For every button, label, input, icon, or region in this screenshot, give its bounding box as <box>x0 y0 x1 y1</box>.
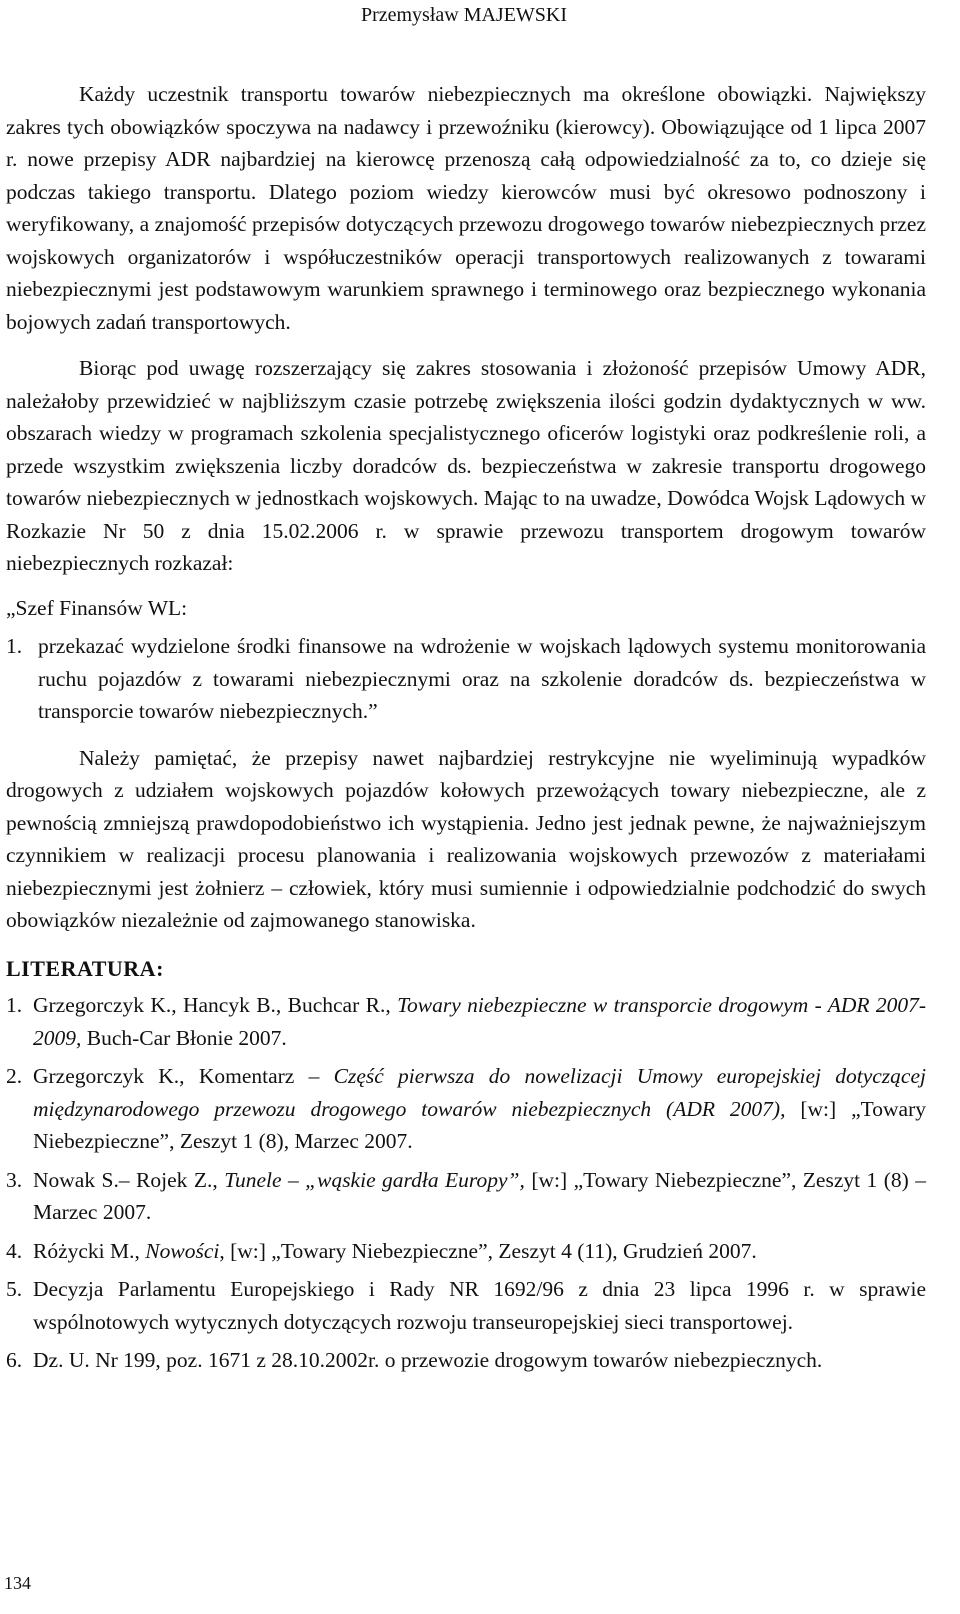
literature-item <box>6 1344 926 1377</box>
order-list <box>6 630 926 728</box>
literature-item-number: 1. <box>6 993 23 1017</box>
literature-item-title: Tunele – „wąskie gardła Europy”, <box>224 1167 525 1192</box>
literature-item-text: [w:] „Towary Niebezpieczne”, Zeszyt 1 (8) – Marzec 2007. <box>33 1167 926 1224</box>
literature-item-text: Dz. U. Nr 199, poz. 1671 z 28.10.2002r. o przewozie drogowym towarów niebezpiecznych. <box>33 1348 823 1372</box>
literature-list <box>6 989 926 1377</box>
order-item-number: 1. <box>6 634 23 658</box>
paragraph-3: Należy pamiętać, że przepisy nawet najbardziej restrykcyjne nie wyeliminują wypadków drogowych z udziałem wojskowych pojazdów kołowych przewożących towary niebezpieczne, ale z pewnością zmniejszą prawdopodobieństwo ich wystąpienia. Jedno jest jednak pewne, że najważniejszym czynnikiem w realizacji procesu planowania i realizowania wojskowych przewozów z materiałami niebezpiecznymi jest żołnierz – człowiek, który musi sumiennie i odpowiedzialnie podchodzić do swych obowiązków niezależnie od zajmowanego stanowiska. <box>6 745 926 932</box>
main-content <box>6 78 926 1383</box>
literature-heading: LITERATURA: <box>6 955 164 981</box>
literature-item-number: 6. <box>6 1348 23 1372</box>
literature-item-number: 2. <box>6 1064 23 1088</box>
literature-item-text: [w:] „Towary Niebezpieczne”, Zeszyt 1 (8), Marzec 2007. <box>33 1096 926 1153</box>
literature-item-text: Decyzja Parlamentu Europejskiego i Rady NR 1692/96 z dnia 23 lipca 1996 r. w sprawie wspólnotowych wytycznych dotyczących rozwoju transeuropejskiej sieci transportowej. <box>33 1277 926 1334</box>
literature-item <box>6 1164 926 1229</box>
order-item-text: przekazać wydzielone środki finansowe na wdrożenie w wojskach lądowych systemu monitorowania ruchu pojazdów z towarami niebezpiecznymi oraz na szkolenie doradców ds. bezpieczeństwa w transporcie towarów niebezpiecznych.” <box>38 634 926 723</box>
paragraph-2: Biorąc pod uwagę rozszerzający się zakres stosowania i złożoność przepisów Umowy ADR, należałoby przewidzieć w najbliższym czasie potrzebę zwiększenia ilości godzin dydaktycznych w ww. obszarach wiedzy w programach szkolenia specjalistycznego oficerów logistyki oraz podkreślenie roli, a przede wszystkim zwiększenia liczby doradców ds. bezpieczeństwa w zakresie transportu drogowego towarów niebezpiecznych w jednostkach wojskowych. Mając to na uwadze, Dowódca Wojsk Lądowych w Rozkazie Nr 50 z dnia 15.02.2006 r. w sprawie przewozu transportem drogowym towarów niebezpiecznych rozkazał: <box>6 356 926 575</box>
order-quote-intro: „Szef Finansów WL: <box>6 595 188 620</box>
literature-item-number: 4. <box>6 1238 23 1263</box>
running-header-author: Przemysław MAJEWSKI <box>360 4 568 26</box>
literature-item-text: Buch-Car Błonie 2007. <box>81 1025 287 1050</box>
page-number: 134 <box>4 1573 31 1593</box>
order-item <box>6 630 926 728</box>
literature-item-title: Część pierwsza do nowelizacji Umowy europejskiej dotyczącej międzynarodowego przewozu drogowego towarów niebezpiecznych (ADR 2007), <box>33 1064 926 1121</box>
literature-item-title: Nowości <box>145 1238 220 1263</box>
literature-item-number: 3. <box>6 1167 23 1192</box>
literature-item-title: Towary niebezpieczne w transporcie drogowym - ADR 2007-2009, <box>33 993 926 1050</box>
literature-item-text: Grzegorczyk K., Komentarz – <box>33 1064 334 1088</box>
literature-item-number: 5. <box>6 1277 23 1301</box>
literature-item-text: Różycki M., <box>33 1238 146 1263</box>
literature-item-text: , [w:] „Towary Niebezpieczne”, Zeszyt 4 (11), Grudzień 2007. <box>219 1238 757 1263</box>
literature-item-text: Grzegorczyk K., Hancyk B., Buchcar R., <box>33 993 398 1017</box>
paragraph-1: Każdy uczestnik transportu towarów niebezpiecznych ma określone obowiązki. Największy zakres tych obowiązków spoczywa na nadawcy i przewoźniku (kierowcy). Obowiązujące od 1 lipca 2007 r. nowe przepisy ADR najbardziej na kierowcę przenoszą całą odpowiedzialność za to, co dzieje się podczas takiego transportu. Dlatego poziom wiedzy kierowców musi być okresowo podnoszony i weryfikowany, a znajomość przepisów dotyczących przewozu drogowego towarów niebezpiecznych przez wojskowych organizatorów i współuczestników operacji transportowych realizowanych z towarami niebezpiecznymi jest podstawowym warunkiem sprawnego i terminowego oraz bezpiecznego wykonania bojowych zadań transportowych. <box>6 82 926 334</box>
literature-item-text: Nowak S.– Rojek Z., <box>33 1167 225 1192</box>
literature-item <box>6 989 926 1054</box>
literature-item <box>6 1235 926 1268</box>
literature-item <box>6 1273 926 1338</box>
literature-item <box>6 1060 926 1158</box>
